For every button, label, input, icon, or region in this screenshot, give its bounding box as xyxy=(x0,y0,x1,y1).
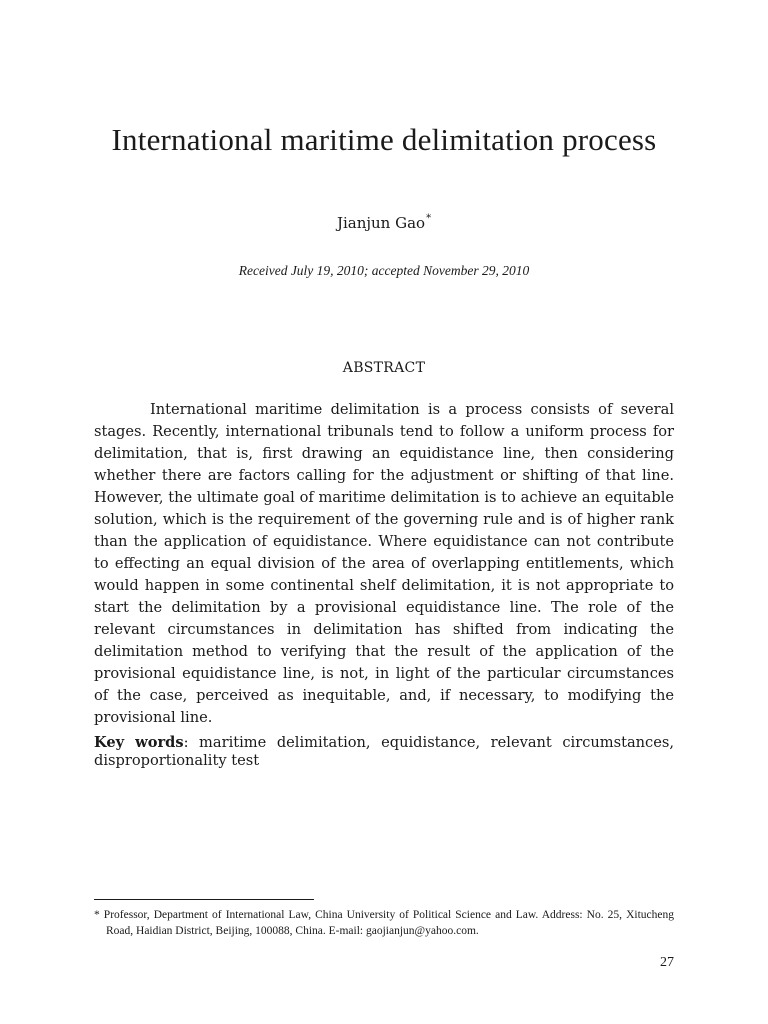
paper-title: International maritime delimitation process xyxy=(111,122,657,157)
keywords-list: : maritime delimitation, equidistance, relevant circumstances, disproportionality test xyxy=(94,734,674,769)
author-footnote: * Professor, Department of International Law, China University of Political Science and Law. Address: No. 25, Xitucheng Road, Haidian District, Beijing, 100088, China. E-mail: gaojianjun@yahoo.com. xyxy=(94,909,674,937)
keywords-label: Key words xyxy=(94,734,184,751)
abstract-heading: ABSTRACT xyxy=(342,360,426,376)
received-date-line: Received July 19, 2010; accepted November 29, 2010 xyxy=(238,263,530,278)
abstract-body: International maritime delimitation is a process consists of several stages. Recently, international tribunals tend to follow a uniform process for delimitation, that is, first drawing an equidistance line, then considering whether there are factors calling for the adjustment or shifting of that line. However, the ultimate goal of maritime delimitation is to achieve an equitable solution, which is the requirement of the governing rule and is of higher rank than the application of equidistance. Where equidistance can not contribute to effecting an equal division of the area of overlapping entitlements, which would happen in some continental shelf delimitation, it is not appropriate to start the delimitation by a provisional equidistance line. The role of the relevant circumstances in delimitation has shifted from indicating the delimitation method to verifying that the result of the application of the provisional equidistance line, is not, in light of the particular circumstances of the case, perceived as inequitable, and, if necessary, to modifying the provisional line. xyxy=(94,401,674,726)
author-line xyxy=(0,208,768,234)
footnote-divider xyxy=(94,899,314,900)
author-name: Jianjun Gao xyxy=(336,214,426,232)
page-number: 27 xyxy=(660,955,674,970)
author-footnote-mark: * xyxy=(426,213,432,224)
keywords xyxy=(94,734,674,770)
